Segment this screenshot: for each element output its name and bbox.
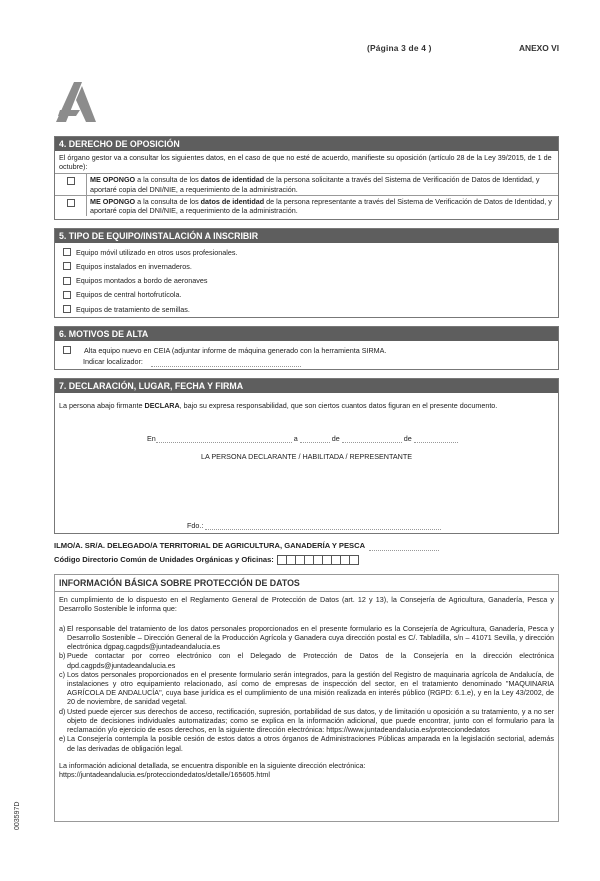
year-input[interactable] [414, 434, 458, 443]
info-intro: En cumplimiento de lo dispuesto en el Reglamento General de Protección de Datos (art. 12 y 13), la Consejería de Agricultura, Ganadería, Pesca y Desarrollo Sostenible le informa que: [59, 595, 554, 614]
delegation-input[interactable] [369, 542, 439, 551]
oppose-applicant-checkbox[interactable] [67, 177, 75, 185]
locator-input[interactable] [151, 358, 301, 367]
section-registration-reasons [54, 326, 559, 370]
opposition-row [55, 174, 558, 195]
addressee: ILMO/A. SR/A. DELEGADO/A TERRITORIAL DE AGRICULTURA, GANADERÍA Y PESCA [54, 541, 439, 551]
list-item: b) Puede contactar por correo electrónico con el Delegado de Protección de Datos de la Consejería en la dirección electrónica dpd.cagpds@juntadeandalucia.es [59, 651, 554, 670]
list-item: Equipo móvil utilizado en otros usos profesionales. [55, 245, 558, 259]
place-date-line: En a de de [147, 434, 458, 443]
dir3-code-boxes[interactable] [278, 555, 359, 565]
equipment-checkbox[interactable] [63, 262, 71, 270]
data-protection-info [54, 574, 559, 822]
list-item: c) Los datos personales proporcionados en el presente formulario serán integrados, para la gestión del Registro de maquinaria agrícola de Andalucía, de instalaciones y otro equipamiento relacionado, así como de empresas de inspección del sector, en el tratamiento denominado "MAQUINARIA AGRÍCOLA DE ANDALUCÍA", cuya base jurídica es el cumplimiento de una misión realizada en interés público (RGPD: 6.1.e), y en la Ley 43/2002, de 20 de noviembre, de sanidad vegetal. [59, 669, 554, 707]
equipment-checkbox[interactable] [63, 305, 71, 313]
locator-label: Indicar localizador: [83, 357, 143, 367]
section-intro: El órgano gestor va a consultar los siguientes datos, en el caso de que no esté de acuerdo, manifieste su oposición (artículo 28 de la Ley 39/2015, de 1 de octubre): [55, 151, 558, 174]
list-item: Equipos instalados en invernaderos. [55, 259, 558, 273]
list-item: Equipos montados a bordo de aeronaves [55, 274, 558, 288]
list-item: d) Usted puede ejercer sus derechos de acceso, rectificación, supresión, portabilidad de sus datos, y de limitación u oposición a su tratamiento, y a no ser objeto de decisiones individuales automatizadas; como se explica en la información adicional, que puede encontrar, junto con el formulario para la reclamación y/o ejercicio de esos derechos, en la siguiente dirección electrónica: https://www.juntadeandalucia.es/protecciondedatos [59, 706, 554, 735]
declaration-text: La persona abajo firmante DECLARA, bajo su expresa responsabilidad, que son ciertos cuantos datos figuran en el presente documento. [59, 401, 498, 410]
signer-role: LA PERSONA DECLARANTE / HABILITADA / REPRESENTANTE [200, 452, 413, 461]
section-declaration [54, 378, 559, 534]
section-title: 4. DERECHO DE OPOSICIÓN [55, 137, 558, 151]
list-item: a) El responsable del tratamiento de los datos personales proporcionados en el presente formulario es la Consejería de Agricultura, Ganadería, Pesca y Desarrollo Sostenible – Dirección General de la Producción Agrícola y Ganadera cuya dirección postal es C/. Tabladilla, s/n – 41071 Sevilla, y dirección electrónica dgpag.cagpds@juntadeandalucia.es [59, 623, 554, 652]
side-code-wrapper [14, 790, 26, 830]
side-code: 003597D [14, 801, 21, 830]
dir3-code: Código Directorio Común de Unidades Orgánicas y Oficinas: [54, 555, 359, 565]
equipment-checkbox[interactable] [63, 248, 71, 256]
additional-info: La información adicional detallada, se encuentra disponible en la siguiente dirección electrónica: [59, 760, 366, 770]
day-input[interactable] [300, 434, 330, 443]
section-title: 5. TIPO DE EQUIPO/INSTALACIÓN A INSCRIBIR [55, 229, 558, 243]
annex-label: ANEXO VI [519, 43, 560, 53]
section-equipment-type [54, 228, 559, 318]
section-title: 6. MOTIVOS DE ALTA [55, 327, 558, 341]
opposition-text: ME OPONGO a la consulta de los datos de identidad de la persona solicitante a través del Sistema de Verificación de Datos de Identidad, y aportaré copia del DNI/NIE, a requerimiento de la administración. [90, 175, 540, 194]
equipment-checkbox[interactable] [63, 291, 71, 299]
place-input[interactable] [156, 434, 292, 443]
list-item: Alta equipo nuevo en CEIA (adjuntar informe de máquina generado con la herramienta SIRMA. [55, 343, 558, 357]
signature-input[interactable] [205, 521, 441, 530]
oppose-representative-checkbox[interactable] [67, 199, 75, 207]
section-opposition [54, 136, 559, 220]
month-input[interactable] [342, 434, 402, 443]
additional-info-link[interactable]: https://juntadeandalucia.es/protecciondedatos/detalle/165605.html [59, 769, 270, 779]
junta-logo-icon [52, 80, 96, 122]
section-title: 7. DECLARACIÓN, LUGAR, FECHA Y FIRMA [55, 379, 558, 393]
opposition-text: ME OPONGO a la consulta de los datos de identidad de la persona representante a través del Sistema de Verificación de Datos de Identidad, y aportaré copia del DNI/NIE, a requerimiento de la administración. [90, 196, 552, 216]
new-equipment-checkbox[interactable] [63, 346, 71, 354]
list-item: Equipos de central hortofrutícola. [55, 288, 558, 302]
opposition-row [55, 196, 558, 216]
list-item: Equipos de tratamiento de semillas. [55, 302, 558, 316]
info-title: INFORMACIÓN BÁSICA SOBRE PROTECCIÓN DE DATOS [55, 575, 558, 592]
list-item: e) La Consejería contempla la posible cesión de estos datos a otros órganos de Administraciones Públicas amparada en la legislación sectorial, además de las derivadas de obligación legal. [59, 734, 554, 753]
equipment-checkbox[interactable] [63, 277, 71, 285]
page-indicator: (Página 3 de 4 ) [367, 43, 432, 53]
signature-line: Fdo.: [187, 521, 441, 530]
